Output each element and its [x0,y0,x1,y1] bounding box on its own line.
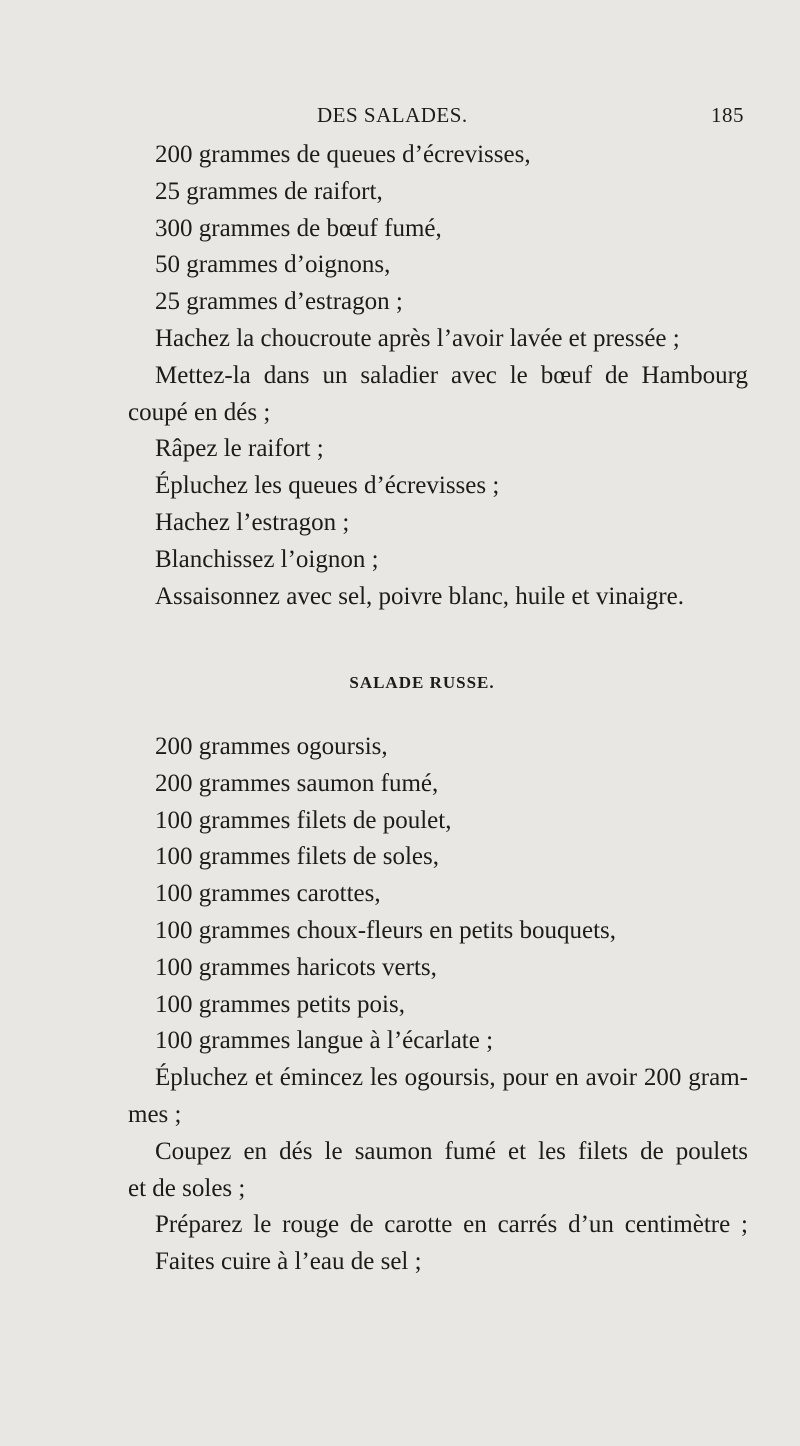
text-line: Coupez en dés le saumon fumé et les filets de poulets [155,1137,748,1165]
text-line: coupé en dés ; [128,398,271,426]
text-line: Hachez la choucroute après l’avoir lavée et pressée ; [155,324,680,352]
text-line: mes ; [128,1100,182,1128]
text-line: 300 grammes de bœuf fumé, [155,214,442,242]
running-title: DES SALADES. [317,103,468,127]
text-line: 100 grammes filets de soles, [155,843,439,871]
recipe-text-salade-russe [128,729,748,1281]
text-line: 200 grammes saumon fumé, [155,769,439,797]
recipe-text-top [128,137,748,615]
text-line: Assaisonnez avec sel, poivre blanc, huile et vinaigre. [155,582,684,610]
text-line: et de soles ; [128,1174,246,1202]
text-line: Râpez le raifort ; [155,435,324,463]
text-line: Mettez-la dans un saladier avec le bœuf de Hambourg [155,361,748,389]
text-line: 25 grammes de raifort, [155,177,383,205]
text-line: 200 grammes ogoursis, [155,733,388,760]
text-line: 100 grammes petits pois, [155,990,405,1018]
text-line: Blanchissez l’oignon ; [155,545,379,573]
text-line: 200 grammes de queues d’écrevisses, [155,141,531,168]
text-line: 25 grammes d’estragon ; [155,288,403,316]
text-line: 100 grammes filets de poulet, [155,806,452,834]
text-line: 100 grammes langue à l’écarlate ; [155,1027,494,1055]
text-line: Épluchez et émincez les ogoursis, pour en avoir 200 gram- [155,1064,748,1092]
section-heading: SALADE RUSSE. [349,673,495,692]
text-line: Épluchez les queues d’écrevisses ; [155,472,500,500]
text-line: 100 grammes choux-fleurs en petits bouquets, [155,916,617,944]
text-line: Préparez le rouge de carotte en carrés d’un centimètre ; [155,1211,748,1239]
page-header [0,103,800,133]
text-line: 100 grammes carottes, [155,880,381,908]
text-line: Hachez l’estragon ; [155,508,350,536]
text-line: Faites cuire à l’eau de sel ; [155,1248,422,1276]
text-line: 100 grammes haricots verts, [155,953,437,981]
page-number: 185 [711,103,744,127]
text-line: 50 grammes d’oignons, [155,251,391,279]
